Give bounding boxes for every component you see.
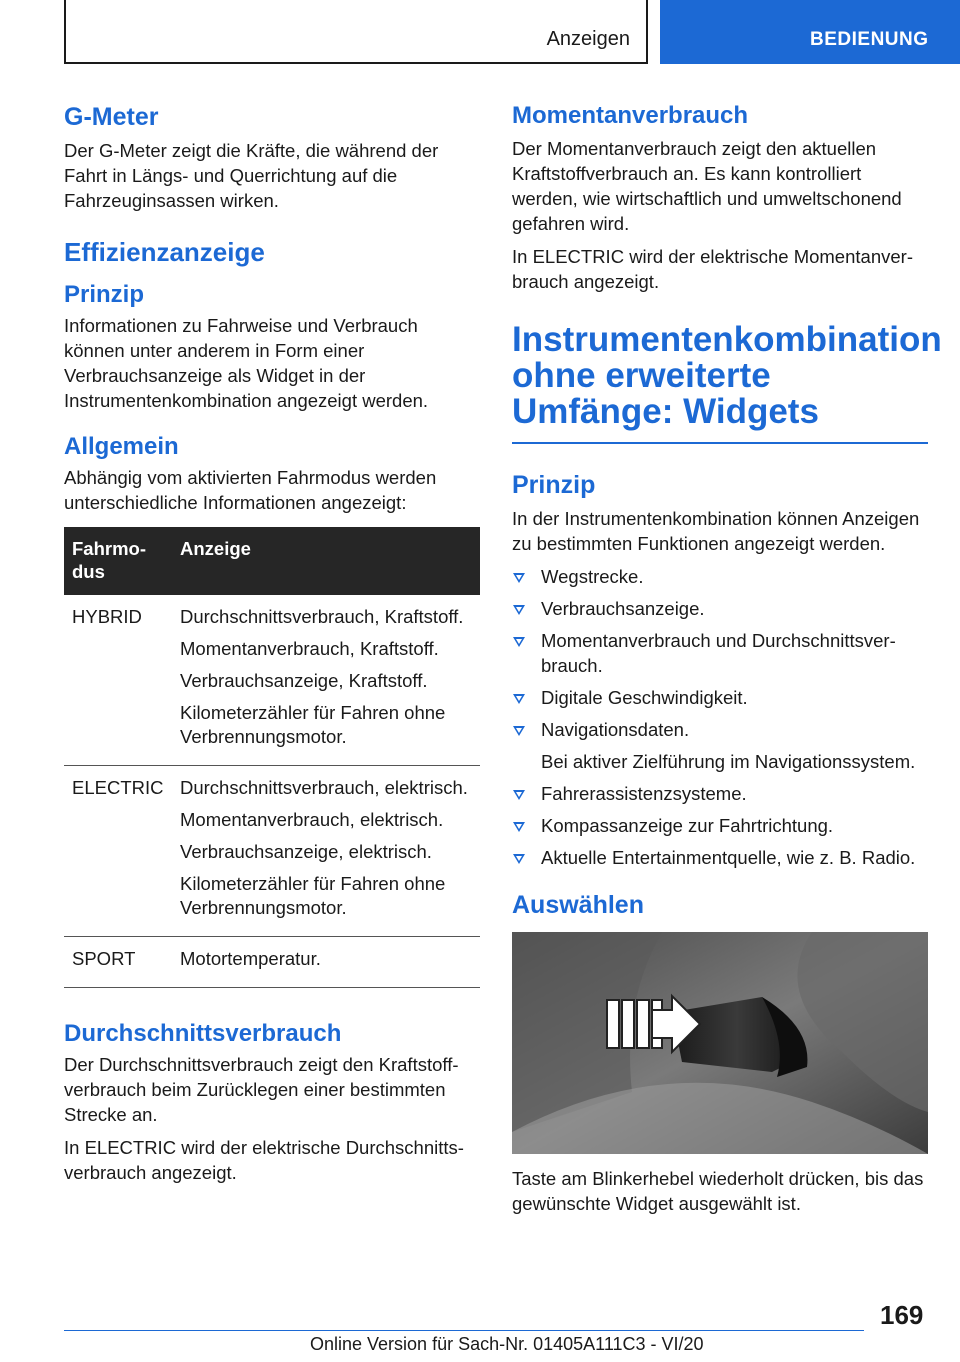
header-chapter-tab bbox=[660, 0, 960, 64]
table-cell-line: Kilometerzähler für Fahren ohne Verbrennungsmotor. bbox=[180, 702, 446, 747]
momentan-heading: Momentanverbrauch bbox=[512, 102, 749, 129]
durchschnitt-heading: Durchschnittsverbrauch bbox=[64, 1020, 342, 1047]
table-cell-mode: HYBRID bbox=[64, 595, 172, 766]
auswaehlen-caption: Taste am Blinkerhebel wiederholt drücken, bis das gewünschte Widget ausgewählt ist. bbox=[512, 1168, 924, 1214]
allgemein-text: Abhängig vom aktivierten Fahrmodus werden unterschiedliche Informationen angezeigt: bbox=[64, 467, 437, 513]
table-cell-mode: SPORT bbox=[64, 937, 172, 988]
momentan-text-1: Der Momentanverbrauch zeigt den aktuellen Kraftstoffverbrauch an. Es kann kontrolliert werden, wie wirtschaftlich und umweltschonend gefahren wird. bbox=[512, 138, 902, 234]
widgets-prinzip-text: In der Instrumentenkombination können Anzeigen zu bestimmten Funktionen angezeigt werden. bbox=[512, 508, 920, 554]
table-cell-display bbox=[172, 595, 480, 766]
footer-divider bbox=[64, 1330, 864, 1331]
turn-signal-lever-illustration bbox=[512, 932, 928, 1154]
header-section-box bbox=[64, 0, 648, 64]
auswaehlen-heading: Auswählen bbox=[512, 891, 644, 919]
list-item: Wegstrecke. bbox=[512, 564, 928, 589]
table-row bbox=[64, 766, 480, 937]
triangle-bullet-icon bbox=[513, 637, 525, 647]
list-item: Kompassanzeige zur Fahrtrichtung. bbox=[512, 813, 928, 838]
fahrmodus-table bbox=[64, 527, 480, 988]
footer-version-text: Online Version für Sach-Nr. 01405A111C3 - VI/20 bbox=[310, 1334, 704, 1354]
effizienz-heading: Effizienzanzeige bbox=[64, 237, 265, 267]
header-section-title: Anzeigen bbox=[546, 28, 630, 50]
triangle-bullet-icon bbox=[513, 605, 525, 615]
table-row bbox=[64, 595, 480, 766]
triangle-bullet-icon bbox=[513, 854, 525, 864]
triangle-bullet-icon bbox=[513, 822, 525, 832]
widgets-prinzip-heading: Prinzip bbox=[512, 471, 596, 499]
table-cell-display bbox=[172, 937, 480, 988]
list-item: Verbrauchsanzeige. bbox=[512, 596, 928, 621]
table-header-row bbox=[64, 527, 480, 595]
left-column bbox=[64, 100, 480, 1193]
triangle-bullet-icon bbox=[513, 694, 525, 704]
widget-list bbox=[512, 564, 928, 870]
table-cell-mode: ELECTRIC bbox=[64, 766, 172, 937]
table-cell-line: Momentanverbrauch, Kraftstoff. bbox=[180, 638, 439, 659]
durchschnitt-text-2: In ELECTRIC wird der elektrische Durchschnittsverbrauch angezeigt. bbox=[64, 1137, 464, 1183]
right-column bbox=[512, 100, 942, 1224]
triangle-bullet-icon bbox=[513, 726, 525, 736]
list-item: Fahrerassistenzsysteme. bbox=[512, 781, 928, 806]
header-chapter-title: BEDIENUNG bbox=[810, 29, 929, 50]
table-cell-line: Durchschnittsverbrauch, elektrisch. bbox=[180, 777, 468, 798]
widgets-main-heading: Instrumentenkombination ohne erweiterte Umfänge: Widgets bbox=[512, 322, 928, 444]
gmeter-heading: G-Meter bbox=[64, 103, 159, 131]
prinzip-heading: Prinzip bbox=[64, 281, 145, 308]
triangle-bullet-icon bbox=[513, 573, 525, 583]
list-item: Navigationsdaten. Bei aktiver Zielführung im Navigationssystem. bbox=[512, 717, 928, 774]
table-cell-line: Verbrauchsanzeige, elektrisch. bbox=[180, 841, 432, 862]
list-item: Aktuelle Entertainmentquelle, wie z. B. Radio. bbox=[512, 845, 928, 870]
list-item: Momentanverbrauch und Durchschnittsverbrauch. bbox=[512, 628, 928, 678]
gmeter-text: Der G-Meter zeigt die Kräfte, die während der Fahrt in Längs- und Querrichtung auf die Fahrzeuginsassen wirken. bbox=[64, 140, 439, 211]
table-cell-line: Verbrauchsanzeige, Kraftstoff. bbox=[180, 670, 428, 691]
table-cell-line: Momentanverbrauch, elektrisch. bbox=[180, 809, 444, 830]
durchschnitt-text-1: Der Durchschnittsverbrauch zeigt den Kraftstoffverbrauch beim Zurücklegen einer bestimmten Strecke an. bbox=[64, 1054, 459, 1125]
table-cell-line: Durchschnittsverbrauch, Kraftstoff. bbox=[180, 606, 464, 627]
table-row bbox=[64, 937, 480, 988]
table-header-mode: Fahrmodus bbox=[64, 527, 172, 595]
list-item: Digitale Geschwindigkeit. bbox=[512, 685, 928, 710]
table-header-display: Anzeige bbox=[172, 527, 480, 595]
table-cell-display bbox=[172, 766, 480, 937]
triangle-bullet-icon bbox=[513, 790, 525, 800]
page-number: 169 bbox=[880, 1300, 924, 1330]
prinzip-text: Informationen zu Fahrweise und Verbrauch können unter anderem in Form einer Verbrauchsanzeige als Widget in der Instrumentenkombination angezeigt werden. bbox=[64, 315, 429, 411]
allgemein-heading: Allgemein bbox=[64, 433, 179, 460]
table-cell-line: Kilometerzähler für Fahren ohne Verbrennungsmotor. bbox=[180, 873, 446, 918]
momentan-text-2: In ELECTRIC wird der elektrische Momentanverbrauch angezeigt. bbox=[512, 246, 913, 292]
table-cell-line: Motortemperatur. bbox=[180, 948, 321, 969]
navigation-note: Bei aktiver Zielführung im Navigationssystem. bbox=[541, 751, 916, 772]
